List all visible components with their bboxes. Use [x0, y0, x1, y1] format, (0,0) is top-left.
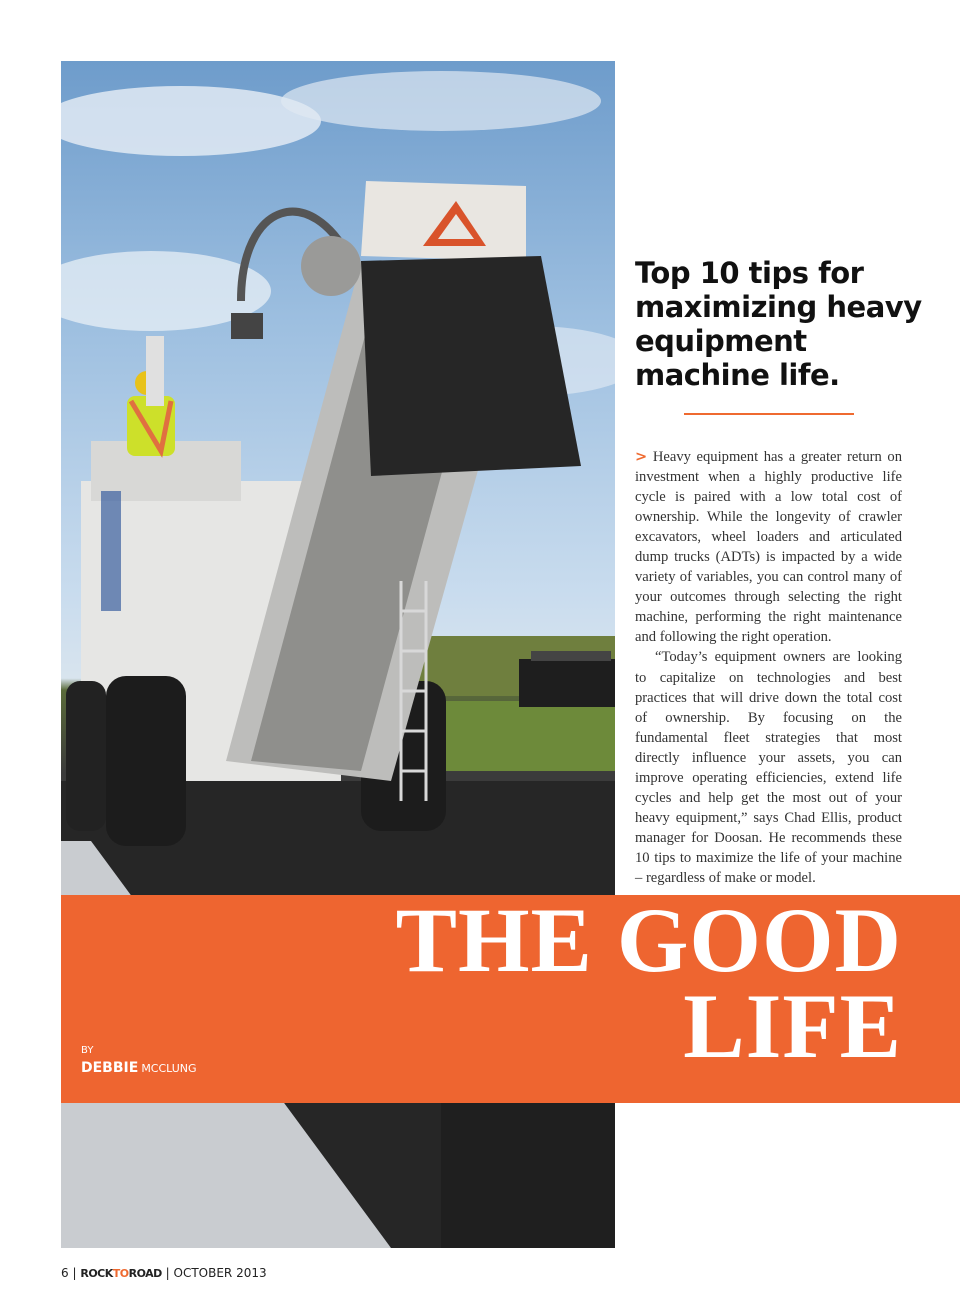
intro-paragraph	[635, 447, 902, 647]
byline-label: BY	[81, 1045, 94, 1056]
publication-logo: ROCKTOROAD	[80, 1267, 162, 1280]
banner-title-line1: THE GOOD	[395, 889, 902, 991]
banner-title-line2: LIFE	[683, 975, 902, 1077]
title-banner	[61, 889, 960, 1103]
footer-separator: |	[72, 1266, 77, 1280]
chevron-right-icon: >	[635, 448, 648, 465]
headline-divider	[684, 413, 854, 415]
author-last-name: MCCLUNG	[141, 1062, 197, 1075]
author-first-name: DEBBIE	[81, 1060, 139, 1076]
intro-text: Heavy equipment has a greater return on investment when a highly productive life cycle is paired with a low total cost of ownership. While the longevity of crawler excavators, wheel loaders and articulated dump trucks (ADTs) is impacted by a wide variety of variables, you can control many of your outcomes through selecting the right machine, performing the right maintenance and following the right operation.	[635, 449, 902, 646]
footer-separator-2: |	[165, 1266, 170, 1280]
byline	[81, 1045, 197, 1076]
quote-paragraph: “Today’s equipment owners are looking to capitalize on technologies and best practices that will drive down the total cost of ownership. By focusing on the fundamental fleet strategies that most directly influence your assets, you can improve operating efficiencies, extend life cycles and help get the most out of your heavy equipment,” says Chad Ellis, product manager for Doosan. He recommends these 10 tips to maximize the life of your machine – regardless of make or model.	[635, 649, 902, 886]
page-number: 6	[61, 1266, 69, 1280]
issue-date: OCTOBER 2013	[173, 1266, 267, 1280]
banner-title	[395, 889, 902, 1077]
page-footer	[61, 1266, 267, 1280]
article-headline: Top 10 tips for maximizing heavy equipment machine life.	[635, 256, 922, 392]
article-body	[635, 447, 902, 888]
